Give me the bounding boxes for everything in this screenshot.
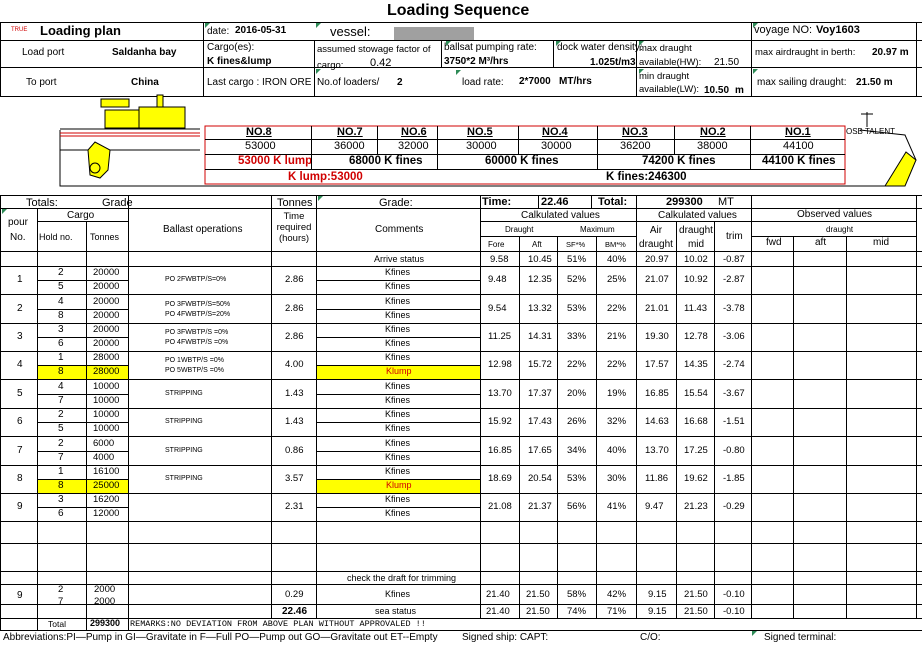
cargo-comment: Klump [386,366,412,376]
bm-percent: 41% [607,501,627,512]
hold-tonnes: 10000 [93,409,120,420]
col-observed: Observed values [797,209,873,220]
fore-draught: 18.69 [488,473,512,484]
hold-tonnes: 20000 [93,267,120,278]
col-draught-mid: draught mid [679,225,713,250]
hold-label: NO.2 [700,126,726,138]
cargo-comment: Klump [386,480,412,490]
loaders-value: 2 [397,77,403,88]
hold-tonnes: 36200 [620,140,651,152]
bm-percent: 19% [607,388,627,399]
ballast-operation: PO 4FWBTP/S=20% [165,311,231,318]
hold-group-total: 68000 K fines [349,155,423,167]
date-label: date: [207,26,230,37]
pour-number: 1 [17,274,23,285]
row-divider [0,436,922,437]
col-hold-no: Hold no. [39,232,73,242]
cargo-comment: Kfines [385,296,411,306]
dock-water-label: dock water density: [557,42,643,53]
dock-water-value: 1.025t/m3 [590,57,636,68]
col-ballast: Ballast operations [163,224,243,235]
pour-number: 7 [17,445,23,456]
mid-draught: 11.43 [684,303,708,314]
hold-tonnes: 10000 [93,423,120,434]
bm-percent: 22% [607,359,627,370]
ballast-operation: STRIPPING [165,418,203,425]
footer-total-label: Total [48,619,66,629]
time-value: 22.46 [541,196,569,208]
cargo-comment: Kfines [385,508,411,518]
sea-time: 22.46 [282,606,308,617]
footer-total-value: 299300 [90,618,121,628]
col-obs-draught: draught [826,225,854,234]
col-air-draught: Air draught [639,225,673,250]
load-rate-label: load rate: [462,77,504,88]
cargo-comment: Kfines [385,466,411,476]
hold-tonnes: 44100 [783,140,814,152]
hold-tonnes: 12000 [93,508,120,519]
final-hold: 7 [58,596,64,607]
air-draught: 21.07 [645,274,669,285]
arrive-air: 20.97 [645,254,669,265]
hold-number: 7 [58,452,64,463]
arrive-comment: Arrive status [374,254,425,264]
cargo-comment: Kfines [385,352,411,362]
sea-air: 9.15 [648,606,667,617]
hold-number: 6 [58,508,64,519]
mid-draught: 16.68 [684,416,708,427]
hold-number: 2 [58,267,64,278]
ballast-operation: STRIPPING [165,475,203,482]
trim-value: -3.78 [723,303,745,314]
col-calculated-2: Calkulated values [658,210,737,221]
sea-comment: sea status [375,606,417,616]
arrive-sf: 51% [567,254,587,265]
sf-percent: 52% [567,274,587,285]
arrive-bm: 40% [607,254,627,265]
time-label: Time: [482,196,512,208]
hold-number: 1 [58,466,64,477]
vessel-label: vessel: [330,24,371,39]
final-tonnes: 2000 [94,584,116,595]
main-title: Loading Sequence [387,2,530,19]
loaders-label: No.of loaders/ [317,77,380,88]
bm-percent: 22% [607,303,627,314]
signed-ship: Signed ship: CAPT: [462,632,549,643]
hold-tonnes: 20000 [93,338,120,349]
air-draught: 16.85 [645,388,669,399]
fore-draught: 11.25 [488,331,512,342]
time-required: 1.43 [285,388,304,399]
final-time: 0.29 [285,589,304,600]
signed-terminal: Signed terminal: [764,632,837,643]
air-draught: 19.30 [645,331,669,342]
hold-tonnes: 16100 [93,466,120,477]
hold-number: 8 [58,310,64,321]
final-hold: 2 [58,584,64,595]
air-draught: 14.63 [645,416,669,427]
fore-draught: 12.98 [488,359,512,370]
sea-mid: 21.50 [684,606,708,617]
min-draught-value: 10.50 [704,85,730,96]
sf-percent: 53% [567,303,587,314]
load-port-value: Saldanha bay [112,47,177,58]
stowage-value: 0.42 [370,57,392,69]
max-draught-label: max draught available(HW): [639,43,702,68]
trim-value: -3.67 [723,388,745,399]
ship-name: OSB TALENT [846,127,896,136]
hold-tonnes: 30000 [466,140,497,152]
hold-tonnes: 53000 [245,140,276,152]
row-divider [0,465,922,466]
tonnes-label: Tonnes [277,197,313,209]
trim-value: -2.74 [723,359,745,370]
air-draught: 21.01 [645,303,669,314]
pour-number: 2 [17,303,23,314]
grade-label-2: Grade: [379,197,413,209]
cargo-comment: Kfines [385,267,411,277]
trim-value: -3.06 [723,331,745,342]
hold-group-total: 53000 K lump [238,155,313,167]
hold-label: NO.1 [785,126,811,138]
ballast-operation: PO 1WBTP/S =0% [165,357,224,364]
col-fwd: fwd [766,237,782,248]
air-draught: 13.70 [645,445,669,456]
ballast-operation: STRIPPING [165,390,203,397]
ballast-rate-value: 3750*2 M³/hrs [444,56,509,67]
mid-draught: 10.92 [684,274,708,285]
mid-draught: 15.54 [684,388,708,399]
hold-tonnes: 28000 [93,366,120,377]
voyage-label: voyage NO: [754,24,813,36]
trim-value: -1.85 [723,473,745,484]
total-value: 299300 [666,196,703,208]
final-aft: 21.50 [526,589,550,600]
hold-group-total: 60000 K fines [485,155,559,167]
hold-label: NO.3 [622,126,648,138]
time-required: 2.86 [285,274,304,285]
true-flag: TRUE [11,27,28,33]
max-sailing-value: 21.50 m [856,77,893,88]
time-required: 4.00 [285,359,304,370]
last-cargo-label: Last cargo : [207,77,260,88]
load-port-label: Load port [22,47,65,58]
arrive-aft: 10.45 [528,254,552,265]
hold-number: 2 [58,438,64,449]
arrive-fore: 9.58 [490,254,509,265]
hold-number: 8 [58,480,64,491]
aft-draught: 17.43 [528,416,552,427]
remarks: REMARKS:NO DEVIATION FROM ABOVE PLAN WITHOUT APPROVALED !! [130,619,426,629]
aft-draught: 13.32 [528,303,552,314]
final-mid: 21.50 [684,589,708,600]
row-divider [0,408,922,409]
min-draught-label: min draught available(LW): [639,71,700,95]
sf-percent: 53% [567,473,587,484]
bm-percent: 40% [607,445,627,456]
sea-fore: 21.40 [486,606,510,617]
sea-aft: 21.50 [526,606,550,617]
fore-draught: 9.54 [488,303,507,314]
ballast-operation: PO 2FWBTP/S=0% [165,276,227,283]
cargo-comment: Kfines [385,281,411,291]
final-fore: 21.40 [486,589,510,600]
hold-label: NO.7 [337,126,363,138]
trim-value: -2.87 [723,274,745,285]
col-fore: Fore [488,240,505,249]
hold-number: 7 [58,395,64,406]
cargo-comment: Kfines [385,438,411,448]
cargo-comment: Kfines [385,395,411,405]
cargo-comment: Kfines [385,324,411,334]
col-sf: SF*% [566,240,586,249]
cargo-comment: Kfines [385,423,411,433]
mid-draught: 14.35 [684,359,708,370]
col-calculated: Calkulated values [521,210,600,221]
pour-number: 8 [17,473,23,484]
col-time-required: Time required (hours) [276,211,312,244]
voyage-value: Voy1603 [816,24,860,36]
final-pour-no: 9 [17,590,23,601]
col-maximum: Maximum [580,225,615,234]
col-cargo: Cargo [67,210,95,221]
pour-number: 9 [17,501,23,512]
hold-tonnes: 36000 [334,140,365,152]
arrive-trim: -0.87 [723,254,745,265]
fore-draught: 9.48 [488,274,507,285]
totals-label: Totals: [26,197,58,209]
ballast-operation: PO 4FWBTP/S =0% [165,339,229,346]
ballast-rate-label: ballsat pumping rate: [444,42,537,53]
hold-number: 5 [58,423,64,434]
air-draught: 9.47 [645,501,664,512]
hold-number: 4 [58,381,64,392]
time-required: 2.31 [285,501,304,512]
pour-number: 6 [17,416,23,427]
hold-number: 5 [58,281,64,292]
cargo-value: K fines&lump [207,56,272,67]
aft-draught: 21.37 [528,501,552,512]
aft-draught: 17.37 [528,388,552,399]
time-required: 2.86 [285,303,304,314]
mid-draught: 12.78 [684,331,708,342]
final-sf: 58% [567,589,587,600]
row-divider [0,294,922,295]
max-draught-value: 21.50 [714,57,740,68]
sf-percent: 56% [567,501,587,512]
hold-tonnes: 6000 [93,438,115,449]
load-rate-value: 2*7000 [519,76,551,87]
col-trim: trim [726,231,743,242]
hold-tonnes: 20000 [93,296,120,307]
aft-draught: 15.72 [528,359,552,370]
col-pour: pour [8,217,29,228]
trim-value: -0.80 [723,445,745,456]
trim-value: -1.51 [723,416,745,427]
fines-total: K fines:246300 [606,171,687,183]
hold-tonnes: 28000 [93,352,120,363]
max-airdraught-value: 20.97 m [872,47,909,58]
final-trim: -0.10 [723,589,745,600]
sf-percent: 22% [567,359,587,370]
hold-tonnes: 10000 [93,395,120,406]
fore-draught: 15.92 [488,416,512,427]
col-draught: Draught [505,225,534,234]
sea-sf: 74% [567,606,587,617]
sf-percent: 34% [567,445,587,456]
hold-group-total: 74200 K fines [642,155,716,167]
last-cargo-value: IRON ORE [262,77,312,88]
final-bm: 42% [607,589,627,600]
pour-number: 4 [17,359,23,370]
hold-label: NO.4 [542,126,568,138]
vessel-name-redacted [394,27,474,40]
hold-tonnes: 10000 [93,381,120,392]
final-air: 9.15 [648,589,667,600]
co-signature: C/O: [640,632,661,643]
time-required: 2.86 [285,331,304,342]
mid-draught: 19.62 [684,473,708,484]
hold-label: NO.6 [401,126,427,138]
pour-number: 5 [17,388,23,399]
hold-tonnes: 4000 [93,452,115,463]
row-divider [0,323,922,324]
hold-number: 2 [58,409,64,420]
ballast-operation: PO 3FWBTP/S =0% [165,329,229,336]
mid-draught: 21.23 [684,501,708,512]
aft-draught: 12.35 [528,274,552,285]
lump-total: K lump:53000 [288,171,363,183]
hold-tonnes: 30000 [541,140,572,152]
cargo-comment: Kfines [385,338,411,348]
ballast-operation: PO 5WBTP/S =0% [165,367,224,374]
hold-number: 3 [58,324,64,335]
fore-draught: 21.08 [488,501,512,512]
col-obs-aft: aft [815,237,827,248]
final-tonnes: 2000 [94,596,116,607]
bm-percent: 32% [607,416,627,427]
bm-percent: 21% [607,331,627,342]
aft-draught: 17.65 [528,445,552,456]
time-required: 3.57 [285,473,304,484]
trim-value: -0.29 [723,501,745,512]
mid-draught: 17.25 [684,445,708,456]
hold-number: 8 [58,366,64,377]
col-aft: Aft [532,240,542,249]
row-sub-divider [37,451,128,452]
hold-tonnes: 25000 [93,480,120,491]
air-draught: 17.57 [645,359,669,370]
abbreviations: Abbreviations:PI—Pump in GI—Gravitate in F—Full PO—Pump out GO—Gravitate out ET--Empty [3,632,438,643]
hold-number: 3 [58,494,64,505]
ballast-operation: PO 3FWBTP/S=50% [165,301,231,308]
cargo-comment: Kfines [385,452,411,462]
sf-percent: 20% [567,388,587,399]
load-rate-unit: MT/hrs [559,76,592,87]
hold-tonnes: 16200 [93,494,120,505]
to-port-label: To port [26,77,57,88]
total-unit: MT [718,196,734,208]
sf-percent: 33% [567,331,587,342]
final-comment: Kfines [385,589,411,599]
bm-percent: 30% [607,473,627,484]
hold-tonnes: 38000 [697,140,728,152]
pour-number: 3 [17,331,23,342]
hold-tonnes: 32000 [398,140,429,152]
hold-tonnes: 20000 [93,324,120,335]
plan-title: Loading plan [40,23,121,38]
arrive-mid: 10.02 [684,254,708,265]
row-divider [0,521,922,522]
col-tonnes: Tonnes [90,232,120,242]
hold-tonnes: 20000 [93,310,120,321]
air-draught: 11.86 [645,473,669,484]
time-required: 0.86 [285,445,304,456]
fore-draught: 16.85 [488,445,512,456]
grade-label: Grade [102,197,133,209]
cargo-comment: Kfines [385,494,411,504]
cargo-comment: Kfines [385,310,411,320]
hold-label: NO.8 [246,126,272,138]
cargo-comment: Kfines [385,381,411,391]
total-label: Total: [598,196,628,208]
date-value: 2016-05-31 [235,25,287,36]
ballast-operation: STRIPPING [165,447,203,454]
aft-draught: 20.54 [528,473,552,484]
row-divider [0,351,922,352]
max-sailing-label: max sailing draught: [757,77,847,88]
hold-number: 4 [58,296,64,307]
row-divider [0,379,922,380]
cargo-comment: Kfines [385,409,411,419]
col-no: No. [10,232,26,243]
stowage-label: assumed stowage factor of cargo: [317,44,431,71]
min-draught-unit: m [735,85,744,96]
max-airdraught-label: max airdraught in berth: [755,47,856,58]
col-bm: BM*% [605,240,626,249]
hold-number: 6 [58,338,64,349]
hold-number: 1 [58,352,64,363]
col-obs-mid: mid [873,237,890,248]
hold-tonnes: 20000 [93,281,120,292]
sf-percent: 26% [567,416,587,427]
to-port-value: China [131,77,159,88]
time-required: 1.43 [285,416,304,427]
sea-bm: 71% [607,606,627,617]
check-draft-note: check the draft for trimming [347,573,457,583]
sea-trim: -0.10 [723,606,745,617]
fore-draught: 13.70 [488,388,512,399]
aft-draught: 14.31 [528,331,552,342]
hold-group-total: 44100 K fines [762,155,836,167]
cargo-label: Cargo(es): [207,42,255,53]
row-divider [0,493,922,494]
hold-label: NO.5 [467,126,493,138]
col-comments: Comments [375,224,424,235]
bm-percent: 25% [607,274,627,285]
